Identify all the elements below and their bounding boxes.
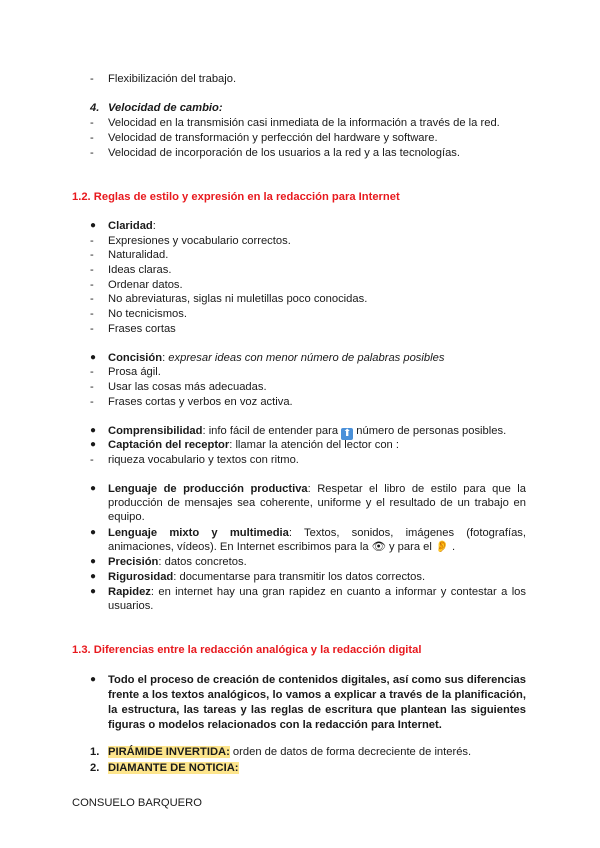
bullet-label: Claridad [108,220,153,232]
bullet-label: Lenguaje mixto y multimedia [108,527,289,539]
eye-icon: 👁 [371,541,386,553]
bullet-marker: ● [90,220,97,231]
section-heading-1-2: 1.2. Reglas de estilo y expresión en la redacción para Internet [72,191,400,203]
dash-marker: - [90,117,94,129]
bullet-label: Comprensibilidad [108,425,203,437]
item-text: Prosa ágil. [108,366,161,378]
item-text: Ordenar datos. [108,279,183,291]
bullet-text: : documentarse para transmitir los datos correctos. [173,571,426,583]
bullet-colon: : [152,220,156,232]
subheading-number: 4. [90,102,100,114]
bullet-marker: ● [90,556,97,567]
item-number: 2. [90,762,100,774]
bullet-label: Lenguaje de producción productiva [108,483,308,495]
item-number: 1. [90,746,100,758]
bullet-text: y para el [385,541,435,553]
dash-marker: - [90,381,94,393]
bullet-text: : llamar la atención del lector con : [229,439,399,451]
item-text: Usar las cosas más adecuadas. [108,381,267,393]
subheading-label: Velocidad de cambio: [108,102,223,114]
dash-marker: - [90,73,94,85]
dash-marker: - [90,396,94,408]
dash-marker: - [90,249,94,261]
bullet-text: : info fácil de entender para [202,425,342,437]
item-text: Naturalidad. [108,249,169,261]
item-text: Velocidad de incorporación de los usuarios a la red y a las tecnologías. [108,147,461,159]
bullet-text: : datos concretos. [158,556,247,568]
arrow-up-icon: ⬆ [342,428,352,439]
item-label: DIAMANTE DE NOTICIA: [108,762,239,774]
item-text: Ideas claras. [108,264,172,276]
bullet-marker: ● [90,483,97,494]
bullet-text: : en internet hay una gran rapidez en cuanto a informar y contestar a los usuarios. [108,586,526,612]
item-label: PIRÁMIDE INVERTIDA: [108,746,230,758]
item-text: Flexibilización del trabajo. [108,73,237,85]
dash-marker: - [90,366,94,378]
dash-marker: - [90,308,94,320]
bullet-label: Rigurosidad [108,571,174,583]
bullet-marker: ● [90,439,97,450]
dash-marker: - [90,279,94,291]
bullet-marker: ● [90,425,97,436]
bullet-label: Precisión [108,556,159,568]
item-text: No abreviaturas, siglas ni muletillas poco conocidas. [108,293,368,305]
document-page: - Flexibilización del trabajo. 4. Velocidad de cambio: - Velocidad en la transmisión casi inmediata de la información a través de la red. - Velocidad de transformación y perfección del hardware y software. - Velocidad de incorporación de los usuarios a la red y a las tecnologías. 1.2. Reglas de estilo y expresión en la redacción para Internet ● Claridad: - Expresiones y vocabulario correctos. - Naturalidad. - Ideas claras. - Ordenar datos. - No abreviaturas, siglas ni muletillas poco conocidas. - No tecnicismos. - Frases cortas ● Concisión: expresar ideas con menor número de palabras posibles - Prosa ágil. - Usar las cosas más adecuadas. - Frases cortas y verbos en voz activa. ● Comprensibilidad: info fácil de entender para ⬆ número de personas posibles. ● Captación del receptor: llamar la atención del lector con : - riqueza vocabulario y textos con ritmo. ● Lenguaje de producción productiva: Respetar el libro de estilo para que la producción de mensajes sea coherente, uniforme y el resultado de un trabajo en equipo. ● Lenguaje mixto y multimedia: Textos, sonidos, imágenes (fotografías, animaciones, vídeos). En Internet escribimos para la 👁 y para el 👂 . ● Precisión: datos concretos. ● Rigurosidad: documentarse para transmitir los datos correctos. ● Rapidez: en internet hay una gran rapidez en cuanto a informar y contestar a los usuarios. 1.3. Diferencias entre la redacción analógica y la redacción digital ● Todo el proceso de creación de contenidos digitales, así como sus diferencias frente a los textos analógicos, lo vamos a explicar a través de la planificación, la estructura, las tareas y las reglas de escritura que plantean las siguientes figuras o modelos relacionados con la redacción para Internet. 1. PIRÁMIDE INVERTIDA: orden de datos de forma decreciente de interés. 2. DIAMANTE DE NOTICIA: CONSUELO BARQUERO [72,73,526,809]
bullet-marker: ● [90,352,97,363]
bullet-label: Concisión [108,352,163,364]
section-heading-1-3: 1.3. Diferencias entre la redacción analógica y la redacción digital [72,644,422,656]
bullet-marker: ● [90,571,97,582]
dash-marker: - [90,323,94,335]
dash-marker: - [90,132,94,144]
bullet-label: Rapidez [108,586,151,598]
bullet-label: Captación del receptor [108,439,230,451]
item-text: Velocidad en la transmisión casi inmediata de la información a través de la red. [108,117,500,129]
ear-icon: 👂 [435,541,449,553]
bullet-text: expresar ideas con menor número de palabras posibles [168,352,445,364]
bullet-marker: ● [90,586,97,597]
dash-marker: - [90,454,94,466]
bullet-text: : Respetar el libro de estilo para que la producción de mensajes sea coherente, uniforme y el resultado de un trabajo en equipo. [108,483,526,523]
dash-marker: - [90,147,94,159]
item-text: Frases cortas y verbos en voz activa. [108,396,293,408]
footer-author: CONSUELO BARQUERO [72,797,202,809]
bullet-text: : Textos, sonidos, imágenes (fotografías, animaciones, vídeos). En Internet escribimos para la [108,527,526,553]
bullet-text: número de personas posibles. [353,425,507,437]
bullet-marker: ● [90,674,97,685]
bullet-text: . [448,541,456,553]
item-text: No tecnicismos. [108,308,187,320]
dash-marker: - [90,264,94,276]
item-text: Frases cortas [108,323,176,335]
item-text: Expresiones y vocabulario correctos. [108,235,291,247]
bullet-marker: ● [90,527,97,538]
dash-marker: - [90,293,94,305]
item-text: orden de datos de forma decreciente de interés. [229,746,472,758]
item-text: Velocidad de transformación y perfección del hardware y software. [108,132,438,144]
bullet-text: Todo el proceso de creación de contenidos digitales, así como sus diferencias frente a los textos analógicos, lo vamos a explicar a través de la planificación, la estructura, las tareas y las reglas de escritura que plantean las siguientes figuras o modelos relacionados con la redacción para Internet. [108,674,526,731]
dash-marker: - [90,235,94,247]
item-text: riqueza vocabulario y textos con ritmo. [108,454,299,466]
